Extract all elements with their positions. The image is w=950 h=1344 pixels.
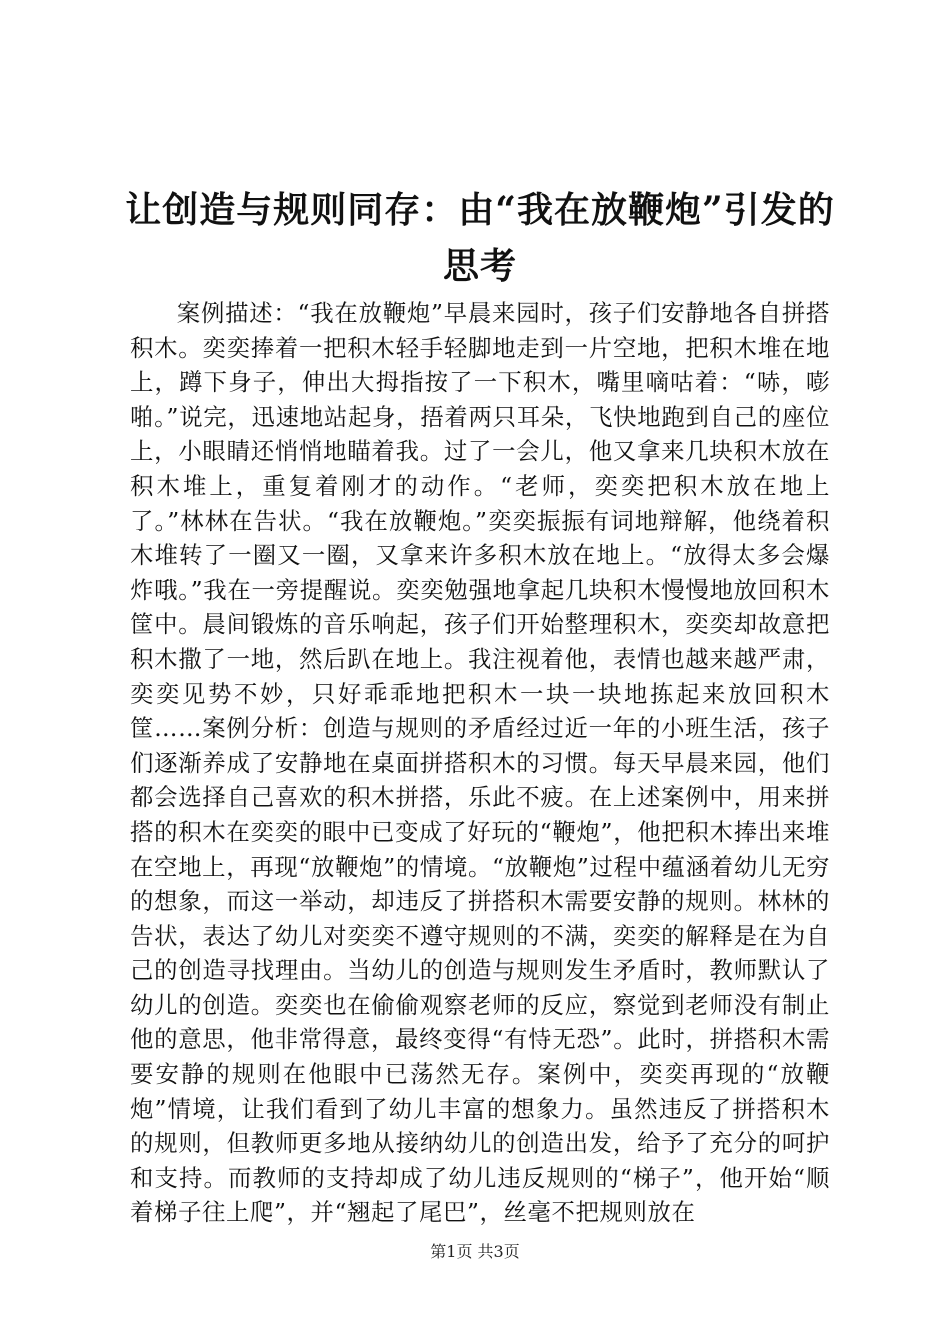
body-paragraph: 案例描述：“我在放鞭炮”早晨来园时，孩子们安静地各自拼搭积木。奕奕捧着一把积木轻手轻脚地走到一片空地，把积木堆在地上，蹲下身子，伸出大拇指按了一下积木，嘴里嘀咕着：“哧，嘭啪。”说完，迅速地站起身，捂着两只耳朵，飞快地跑到自己的座位上，小眼睛还悄悄地瞄着我。过了一会儿，他又拿来几块积木放在积木堆上，重复着刚才的动作。“老师，奕奕把积木放在地上了。”林林在告状。“我在放鞭炮。”奕奕振振有词地辩解，他绕着积木堆转了一圈又一圈，又拿来许多积木放在地上。“放得太多会爆炸哦。”我在一旁提醒说。奕奕勉强地拿起几块积木慢慢地放回积木筐中。晨间锻炼的音乐响起，孩子们开始整理积木，奕奕却故意把积木撒了一地，然后趴在地上。我注视着他，表情也越来越严肃，奕奕见势不妙，只好乖乖地把积木一块一块地拣起来放回积木筐……案例分析：创造与规则的矛盾经过近一年的小班生活，孩子们逐渐养成了安静地在桌面拼搭积木的习惯。每天早晨来园，他们都会选择自己喜欢的积木拼搭，乐此不疲。在上述案例中，用来拼搭的积木在奕奕的眼中已变成了好玩的“鞭炮”，他把积木捧出来堆在空地上，再现“放鞭炮”的情境。“放鞭炮”过程中蕴涵着幼儿无穷的想象，而这一举动，却违反了拼搭积木需要安静的规则。林林的告状，表达了幼儿对奕奕不遵守规则的不满，奕奕的解释是在为自己的创造寻找理由。当幼儿的创造与规则发生矛盾时，教师默认了幼儿的创造。奕奕也在偷偷观察老师的反应，察觉到老师没有制止他的意思，他非常得意，最终变得“有恃无恐”。此时，拼搭积木需要安静的规则在他眼中已荡然无存。案例中，奕奕再现的“放鞭炮”情境，让我们看到了幼儿丰富的想象力。虽然违反了拼搭积木的规则，但教师更多地从接纳幼儿的创造出发，给予了充分的呵护和支持。而教师的支持却成了幼儿违反规则的“梯子”，他开始“顺着梯子往上爬”，并“翘起了尾巴”，丝毫不把规则放在 xyxy=(130,299,830,1227)
title-line-1: 让创造与规则同存：由“我在放鞭炮”引发的 xyxy=(125,189,835,231)
document-title xyxy=(120,182,840,294)
title-line-2: 思考 xyxy=(442,245,517,287)
page-number-footer: 第1页 共3页 xyxy=(430,1242,520,1261)
